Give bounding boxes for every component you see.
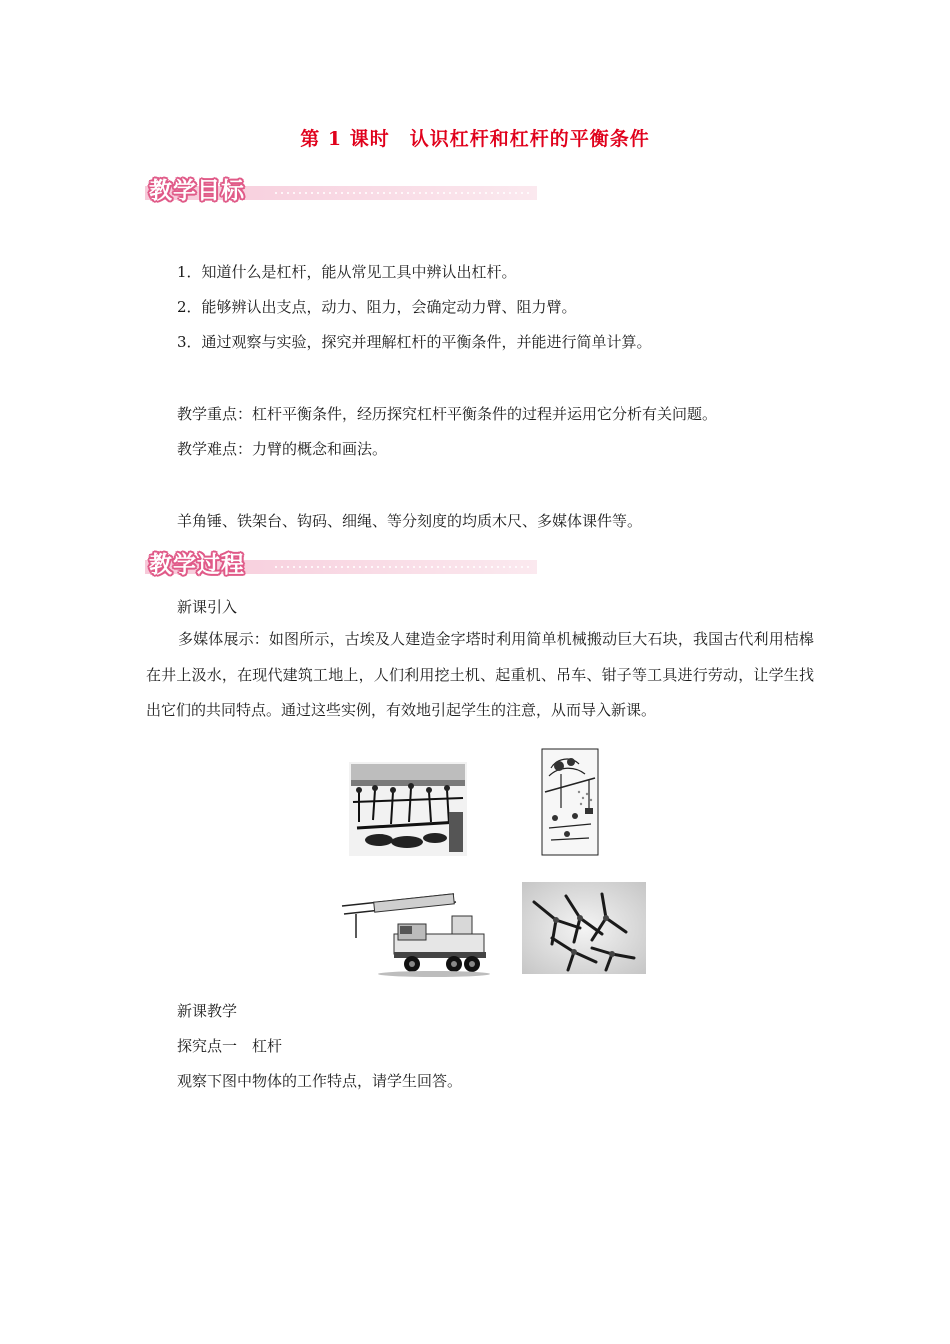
section-heading-objectives: 教学目标 <box>149 178 245 204</box>
key-point: 教学重点：杠杆平衡条件，经历探究杠杆平衡条件的过程并运用它分析有关问题。 <box>177 405 718 423</box>
well-sweep-illustration <box>541 748 599 856</box>
objective-3: 3．通过观察与实验，探究并理解杠杆的平衡条件，并能进行简单计算。 <box>177 333 652 351</box>
crane-truck-photo <box>334 886 490 978</box>
section-banner-process <box>145 546 537 582</box>
explore-heading: 探究点一 杠杆 <box>177 1037 283 1055</box>
pyramid-workers-illustration <box>349 762 467 856</box>
section-heading-process: 教学过程 <box>149 552 245 578</box>
materials: 羊角锤、铁架台、钩码、细绳、等分刻度的均质木尺、多媒体课件等。 <box>177 512 643 530</box>
objective-2: 2．能够辨认出支点，动力、阻力，会确定动力臂、阻力臂。 <box>177 298 577 316</box>
teaching-heading: 新课教学 <box>177 1002 238 1020</box>
pliers-photo <box>522 882 646 974</box>
intro-heading: 新课引入 <box>177 598 238 616</box>
objective-1: 1．知道什么是杠杆，能从常见工具中辨认出杠杆。 <box>177 263 517 281</box>
section-banner-objectives <box>145 172 537 208</box>
difficulty: 教学难点：力臂的概念和画法。 <box>177 440 388 458</box>
explore-text: 观察下图中物体的工作特点，请学生回答。 <box>177 1072 463 1090</box>
intro-paragraph: 多媒体展示：如图所示，古埃及人建造金字塔时利用简单机械搬动巨大石块，我国古代利用桔槔在井上汲水，在现代建筑工地上，人们利用挖土机、起重机、吊车、钳子等工具进行劳动，让学生找出它们的共同特点。通过这些实例，有效地引起学生的注意，从而导入新课。 <box>146 630 814 719</box>
lesson-title: 第 1 课时 认识杠杆和杠杆的平衡条件 <box>300 128 650 150</box>
